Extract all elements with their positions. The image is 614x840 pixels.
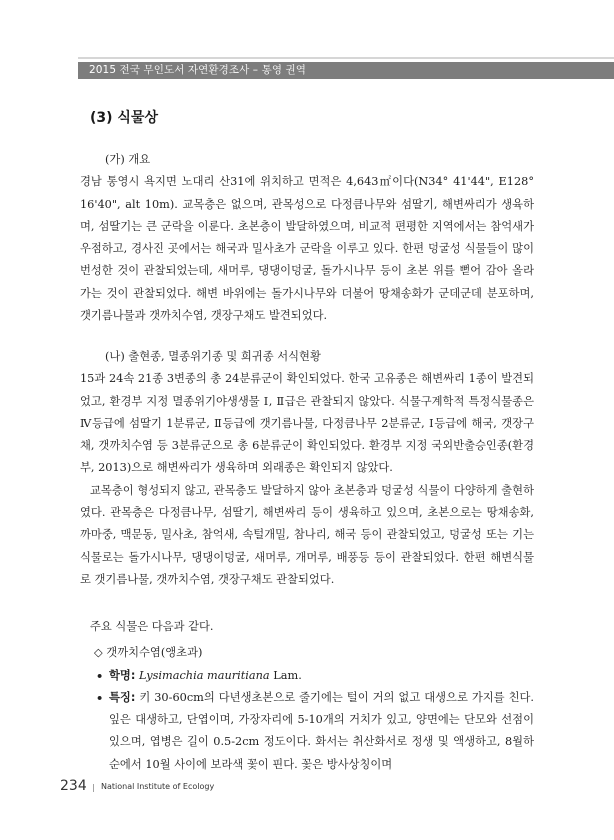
footer-institution: National Institute of Ecology — [101, 782, 215, 791]
status-paragraph-1: 15과 24속 21종 3변종의 총 24분류군이 확인되었다. 한국 고유종은 해변싸리 1종이 발견되었고, 환경부 지정 멸종위기야생생물 Ⅰ, Ⅱ급은 관찰되지 않았다. 식물구계학적 특정식물종은 Ⅳ등급에 섬딸기 1분류군, Ⅱ등급에 갯기름나물, 다정큼나무 2분류군, Ⅰ등급에 해국, 갯장구채, 갯까치수염 등 3분류군으로 총 6분류군이 확인되었다. 환경부 지정 국외반출승인종(환경부, 2013)으로 해변싸리가 생육하며 외래종은 확인되지 않았다. — [80, 372, 534, 475]
scientific-name: Lysimachia mauritiana — [138, 668, 270, 682]
main-plants-intro: 주요 식물은 다음과 같다. — [90, 620, 214, 633]
status-block — [80, 346, 534, 591]
overview-block — [80, 149, 534, 327]
scientific-name-label: 학명: — [109, 668, 136, 682]
overview-heading: (가) 개요 — [105, 153, 151, 166]
header-top-rule — [78, 57, 614, 59]
feature-text: 키 30-60cm의 다년생초본으로 줄기에는 털이 거의 없고 대생으로 가지를 친다. 잎은 대생하고, 단엽이며, 가장자리에 5-10개의 거치가 있고, 양면에는 단모와 선점이 있으며, 엽병은 길이 0.5-2cm 정도이다. 화서는 취산화서로 정생 및 액생하고, 8월하순에서 10월 사이에 보라색 꽃이 핀다. 꽃은 방사상칭이며 — [109, 690, 535, 771]
species-heading: ◇ 갯까치수염(앵초과) — [94, 646, 203, 660]
feature-label: 특징: — [109, 690, 136, 704]
footer-separator: | — [92, 783, 95, 792]
bullet-mark: • — [96, 690, 104, 705]
overview-paragraph: 경남 통영시 욕지면 노대리 산31에 위치하고 면적은 4,643㎡이다(N34° 41'44", E128° 16'40", alt 10m). 교목층은 없으며, 관목성으로 다정큼나무와 섬딸기, 해변싸리가 생육하며, 섬딸기는 큰 군락을 이룬다. 초본층이 발달하였으며, 비교적 편평한 지역에서는 참억새가 우점하고, 경사진 곳에서는 해국과 밀사초가 군락을 이루고 있다. 한편 덩굴성 식물들이 많이 번성한 것이 관찰되었는데, 새머루, 댕댕이덩굴, 돌가시나무 등이 초본 위를 뻗어 감아 올라가는 것이 관찰되었다. 해변 바위에는 돌가시나무와 더불어 땅채송화가 군데군데 분포하며, 갯기름나물과 갯까치수염, 갯장구채도 발견되었다. — [80, 175, 534, 323]
page-number: 234 — [60, 778, 87, 794]
main-plants-block — [80, 616, 534, 776]
bullet-mark: • — [96, 668, 104, 683]
scientific-author: Lam. — [273, 668, 302, 682]
status-heading: (나) 출현종, 멸종위기종 및 희귀종 서식현황 — [105, 350, 321, 363]
feature-item — [80, 687, 534, 776]
scientific-name-item — [80, 665, 534, 687]
status-paragraph-2: 교목층이 형성되지 않고, 관목층도 발달하지 않아 초본층과 덩굴성 식물이 다양하게 출현하였다. 관목층은 다정큼나무, 섬딸기, 해변싸리 등이 생육하고 있으며, 초본으로는 땅채송화, 까마중, 맥문동, 밀사초, 참억새, 속털개밀, 참나리, 해국 등이 관찰되었고, 덩굴성 또는 기는 식물로는 돌가시나무, 댕댕이덩굴, 새머루, 개머루, 배풍등 등이 관찰되었다. 한편 해변식물로 갯기름나물, 갯까치수염, 갯장구채도 관찰되었다. — [80, 483, 534, 586]
running-header-title: 2015 전국 무인도서 자연환경조사 – 통영 권역 — [89, 64, 306, 76]
section-title: (3) 식물상 — [90, 110, 158, 126]
